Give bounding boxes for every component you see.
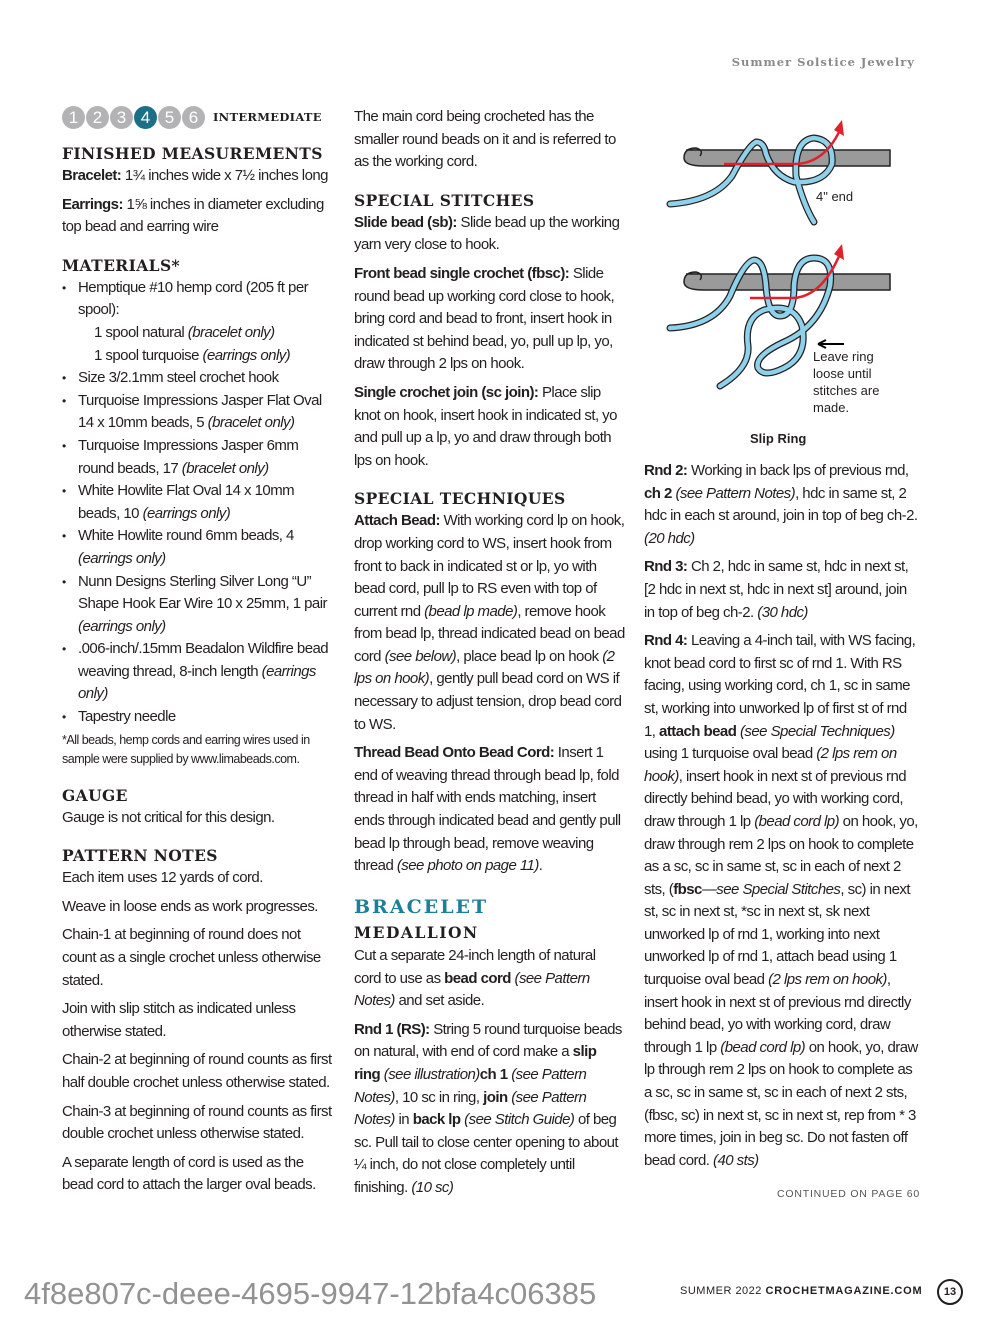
text-run: The main cord being crocheted has the smaller round beads on it and is referred to as the working cord. [354,108,616,171]
text-run: using 1 turquoise oval bead [644,745,817,763]
text-run: (earrings only) [78,617,166,635]
text-run: A separate length of cord is used as the bead cord to attach the larger oval beads. [62,1153,316,1194]
text-run: White Howlite Flat Oval 14 x 10mm beads, 10 [78,482,295,522]
list-item [62,571,336,639]
text-run: (2 lps rem on hook) [768,971,887,989]
text-run: , hdc in same st, 2 hdc in each st around, join in top of beg ch-2. [644,484,918,525]
text-run: (bracelet only) [181,459,269,477]
paragraph [62,1152,336,1197]
text-run: ch 2 [644,484,672,502]
text-run: Rnd 4: [644,632,688,650]
text-run: *All beads, hemp cords and earring wires used in sample were supplied by www.limabeads.com. [62,732,310,766]
paragraph [354,1019,626,1200]
paragraph [62,165,336,188]
skill-level-badge: 2 [86,106,109,129]
paragraph [644,630,920,1172]
text-run: (bead lp made) [424,602,518,620]
running-head: Summer Solstice Jewelry [731,55,915,69]
list-item [62,435,336,480]
text-run: Chain-2 at beginning of round counts as first half double crochet unless otherwise stated. [62,1051,332,1091]
paragraph [62,867,336,890]
text-run: (bracelet only) [207,414,295,432]
sub-list-item [62,322,336,345]
pattern-title: BRACELET [354,895,489,918]
paragraph [62,1049,336,1094]
text-run: , insert hook in next st of previous rnd directly behind bead, yo with working cord, draw through 1 lp [644,767,907,830]
label-4in-end: 4" end [816,189,854,204]
text-run: Leaving a 4-inch tail, with WS facing, knot bead cord to first sc of rnd 1. With RS facing, using working cord, ch 1, sc in same st, working into unworked lp of first st of rnd 1, [644,632,916,740]
skill-level-badge: 1 [62,106,85,129]
skill-level-badge: 3 [110,106,133,129]
text-run: (see Pattern Notes) [675,484,796,502]
text-run: (see Pattern Notes) [354,1088,587,1129]
text-run: (30 hdc) [757,603,808,621]
text-run: (see below) [384,647,457,665]
text-run: on hook, yo, draw lp through rem 2 lps on hook to complete as a sc, sc in same st, sc in each of next 2 sts, (fbsc, sc) in next st, sc in next st, rep from * 3 more times, join in beg sc. Do not fasten off bead cord. [644,1038,918,1169]
text-run: Slide bead up the working yarn very close to hook. [354,213,620,254]
column-right [644,106,920,1202]
text-run: Nunn Designs Sterling Silver Long “U” Shape Hook Ear Wire 10 x 25mm, 1 pair [78,572,327,613]
text-run: , remove hook from bead lp, thread indicated bead on bead cord [354,602,625,665]
column-left [62,106,336,1203]
text-run: Slide round bead up working cord close to hook, bring cord and bead to front, insert hook in indicated st behind bead, yo, pull up lp, yo, draw through 2 lps on hook. [354,264,615,373]
text-run: (see Special Techniques) [739,722,895,740]
text-run: Earrings: [62,195,123,213]
text-run: 1⅝ inches in diameter excluding top bead and earring wire [62,195,324,236]
text-run: White Howlite round 6mm beads, 4 [78,527,294,545]
text-run: Cut a separate 24-inch length of natural cord to use as [354,947,596,987]
list-item [62,706,336,729]
label-line: made. [813,400,850,415]
footnote [62,731,336,769]
paragraph [354,945,626,1013]
list-item [62,638,336,706]
text-run: in [394,1111,413,1129]
paragraph [354,742,626,878]
column-middle [354,106,626,1206]
section-heading: FINISHED MEASUREMENTS [62,144,323,163]
text-run: Gauge is not critical for this design. [62,808,275,826]
paragraph [62,1101,336,1146]
text-run: String 5 round turquoise beads on natural, with end of cord make a [354,1020,622,1061]
text-run: Rnd 1 (RS): [354,1020,430,1038]
paragraph [644,556,920,624]
text-run: (40 sts) [713,1151,759,1169]
text-run: Chain-3 at beginning of round counts as first double crochet unless otherwise stated. [62,1102,332,1143]
text-run: fbsc [673,880,702,898]
text-run: Single crochet join (sc join): [354,383,539,401]
text-run: (earrings only) [78,549,166,567]
slip-ring-illustration [644,106,920,456]
text-run: (earrings only) [202,346,291,364]
section-heading: GAUGE [62,785,128,805]
text-run: With working cord lp on hook, drop working cord to WS, insert hook from front to back in indicated st or lp, yo with bead cord, pull lp to RS even with top of current rnd [354,512,625,620]
paragraph [62,924,336,992]
label-line: stitches are [813,383,880,398]
text-run: .006-inch/.15mm Beadalon Wildfire bead weaving thread, 8-inch length [78,640,329,680]
text-run: (see Pattern Notes) [354,969,590,1010]
sub-list-item [62,345,336,368]
skill-level-badge: 4 [134,106,157,129]
text-run: 1 spool turquoise [94,346,203,364]
arrow-icon [818,340,844,348]
footer-site[interactable]: CROCHETMAGAZINE.COM [765,1285,923,1297]
text-run: Turquoise Impressions Jasper Flat Oval 14 x 10mm beads, 5 [78,391,322,432]
paragraph [354,510,626,736]
text-run: Tapestry needle [78,708,176,726]
text-run: Ch 2, hdc in same st, hdc in next st, [2 hdc in next st, hdc in next st] around, join in top of beg ch-2. [644,558,909,621]
label-line: loose until [813,366,872,381]
watermark: 4f8e807c-deee-4695-9947-12bfa4c06385 [24,1276,597,1311]
text-run: Rnd 3: [644,558,688,576]
paragraph [62,896,336,919]
text-run: join [483,1088,508,1106]
label-leave-ring [813,348,879,416]
text-run: Insert 1 end of weaving thread through bead lp, fold thread in half with ends matching, insert ends through indicated bead and gently pull bead lp through bead, remove weaving thread [354,744,621,875]
paragraph [354,212,626,257]
paragraph [354,382,626,472]
text-run: (earrings only) [142,504,231,522]
continued-note: CONTINUED ON PAGE 60 [777,1188,920,1201]
text-run: Place slip knot on hook, insert hook in indicated st, yo and pull up a lp, yo and draw through both lps on hook. [354,383,617,469]
text-run: . [538,857,543,875]
text-run: (see photo on page 11) [396,857,539,875]
text-run: , insert hook in next st of previous rnd directly behind bead, yo with working cord, draw through 1 lp [644,971,911,1056]
skill-level-badge: 5 [158,106,181,129]
text-run: and set aside. [394,992,485,1010]
section-heading: SPECIAL TECHNIQUES [354,489,566,509]
text-run: , place bead lp on hook [456,647,603,665]
text-run: slip ring [354,1043,597,1083]
text-run: Chain-1 at beginning of round does not count as a single crochet unless otherwise stated. [62,926,321,989]
text-run: (see Stitch Guide) [464,1111,575,1129]
list-item [62,277,336,322]
text-run: (2 lps rem on hook) [644,745,897,785]
text-run: Bracelet: [62,167,122,184]
skill-level [62,106,336,129]
section-heading: PATTERN NOTES [62,846,218,866]
paragraph [62,194,336,239]
list-item [62,525,336,570]
paragraph [354,106,626,174]
text-run: Thread Bead Onto Bead Cord: [354,744,555,762]
text-run: (see illustration) [383,1065,480,1083]
section-heading: SPECIAL STITCHES [354,190,535,210]
text-run: (10 sc) [411,1178,454,1196]
text-run: —see Special Stitches [701,880,841,898]
text-run: Rnd 2: [644,462,688,479]
page-number: 13 [937,1279,963,1305]
text-run: (bead cord lp) [720,1038,806,1056]
text-run: Slide bead (sb): [354,213,457,231]
text-run: Front bead single crochet (fbsc): [354,264,570,282]
text-run: (bead cord lp) [754,812,840,830]
paragraph [644,460,920,550]
text-run: , gently pull bead cord on WS if necessary to adjust tension, drop bead cord to WS. [354,670,622,733]
footer-issue: SUMMER 2022 [680,1285,762,1297]
text-run: Turquoise Impressions Jasper 6mm round beads, 17 [78,436,299,477]
text-run: (20 hdc) [644,529,695,547]
paragraph [62,998,336,1043]
list-item [62,390,336,435]
text-run: attach bead [659,722,737,740]
list-item [62,480,336,525]
text-run: ch 1 [479,1065,508,1083]
skill-level-label: INTERMEDIATE [213,110,322,125]
subsection-heading: MEDALLION [354,923,479,943]
skill-level-badge: 6 [182,106,205,129]
text-run: Each item uses 12 yards of cord. [62,869,263,887]
text-run: Hemptique #10 hemp cord (205 ft per spool): [78,278,309,319]
paragraph [354,263,626,376]
text-run: (see Pattern Notes) [354,1065,587,1106]
text-run: Join with slip stitch as indicated unless otherwise stated. [62,1000,296,1040]
text-run: 1 spool natural [94,323,188,341]
text-run: , 10 sc in ring, [394,1088,484,1106]
text-run: 1¾ inches wide x 7½ inches long [121,167,328,184]
text-run: (bracelet only) [187,323,275,341]
label-line: Leave ring [813,349,874,364]
text-run: back lp [412,1111,461,1129]
footer [680,1285,922,1297]
text-run: Weave in loose ends as work progresses. [62,897,318,915]
text-run: on hook, yo, draw through rem 2 lps on hook to complete as a sc, sc in same st, sc in each of next 2 sts, ( [644,812,918,898]
text-run: Size 3/2.1mm steel crochet hook [78,369,279,387]
text-run: of beg sc. Pull tail to close center opening to about ¼ inch, do not close completely until finishing. [354,1111,619,1196]
list-item [62,367,336,390]
crochet-hook-bottom [684,272,890,290]
text-run: , sc) in next st, sc in next st, *sc in next st, sk next unworked lp of rnd 1, working into next unworked lp of rnd 1, attach bead using 1 turquoise oval bead [644,880,910,989]
text-run: bead cord [444,969,511,987]
figure-caption: Slip Ring [750,431,807,446]
paragraph [62,807,336,830]
text-run: (earrings only) [78,662,316,703]
text-run: Attach Bead: [354,512,440,530]
text-run: (2 lps on hook) [354,647,615,688]
text-run: Working in back lps of previous rnd, [687,462,909,479]
section-heading: MATERIALS* [62,255,181,275]
